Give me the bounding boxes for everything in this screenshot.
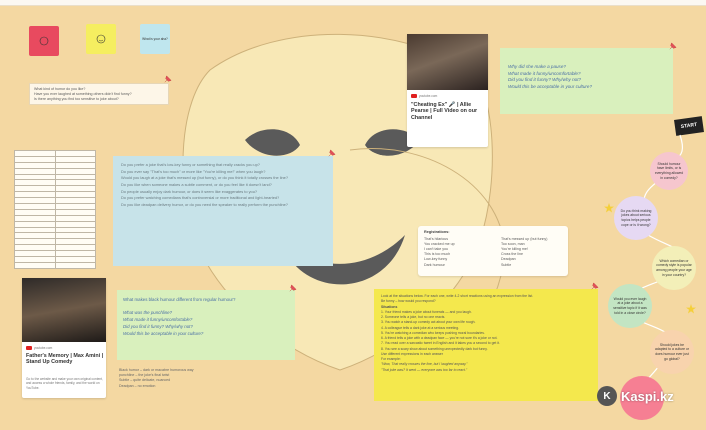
expression: Cross the line — [501, 252, 523, 257]
situation-item: 8. You see a scary show about something unexpectedly dark but funny. — [381, 346, 488, 351]
conversation-question: Do people usually enjoy dark humour, or does it seem like exaggerates to you? — [121, 188, 258, 194]
situation-item: 6. A friend tells a joke with a deadpan face — you're not sure it's a joke or not. — [381, 336, 498, 341]
example-line: "Wow, That really crosses the line, but I laughed anyway." — [381, 362, 468, 367]
definition: Black humor – dark or macabre humorous way — [119, 368, 194, 372]
pin-icon — [327, 149, 336, 158]
situation-item: 7. You read over a sarcastic tweet in English and it takes you a second to get it. — [381, 341, 500, 346]
youtube-icon — [411, 94, 417, 98]
kaspi-watermark — [597, 384, 697, 408]
top-toolbar — [0, 0, 706, 6]
conversation-questions-note[interactable] — [113, 156, 333, 266]
discussion-question: What made it funny/uncomfortable? — [123, 317, 193, 323]
sticker-blue[interactable] — [140, 24, 170, 54]
registrations-box[interactable] — [418, 226, 568, 276]
conversation-question: Do you like when someone makes a subtle comment, or do you feel like it doesn't land? — [121, 181, 272, 187]
sticker-label: What is your aha? — [142, 37, 168, 41]
expression: Subtle — [501, 262, 512, 267]
youtube-icon — [26, 346, 32, 350]
warmup-questions-note[interactable] — [29, 83, 169, 105]
expression: You cracked me up — [424, 241, 455, 246]
discussion-question: Did you find it funny? Why/why not? — [508, 77, 582, 83]
situation-item: 2. Someone tells a joke, but no one reacts. — [381, 315, 446, 320]
flow-question-1[interactable]: Should humour have limits, or is everything allowed in comedy? — [650, 152, 688, 190]
definition: punchline – the joke's final twist — [119, 373, 170, 378]
discussion-note-bottom[interactable] — [117, 290, 295, 360]
expression: Too soon, man — [501, 241, 525, 246]
expression: That's hilarious — [424, 236, 449, 241]
vocabulary-definitions — [119, 368, 289, 404]
expression: Low-key funny — [424, 257, 448, 262]
grid-cell — [55, 262, 96, 268]
task-subtitle: Be funny – how would you respond? — [381, 299, 436, 304]
registrations-heading: Registrations: — [424, 230, 450, 234]
vocabulary-grid[interactable] — [14, 150, 96, 269]
flow-question-3[interactable]: Which comedian or comedy style is popular among people your age in your country? — [652, 246, 696, 290]
video-card-bottom[interactable] — [22, 278, 106, 398]
chat-icon — [39, 36, 49, 46]
discussion-question: What made it funny/uncomfortable? — [508, 70, 581, 76]
discussion-question: Did you find it funny? Why/why not? — [123, 324, 193, 330]
discussion-question: Why did she make a pause? — [508, 64, 566, 69]
conversation-question: Do you prefer watching comedians that's controversial or more traditional and light-hearted? — [121, 195, 280, 201]
conversation-question: Do you prefer a joke that's low-key funny or something that really cracks you up? — [121, 162, 260, 167]
discussion-question: What was the punchline? — [123, 310, 173, 316]
black-humour-question: What makes black humour different from regular humour? — [123, 297, 236, 302]
pin-icon — [288, 284, 297, 293]
situation-item: 1. Your friend makes a joke about funerals — and you laugh. — [381, 309, 472, 314]
video-title[interactable]: Father's Memory | Max Amini | Stand Up Comedy — [26, 353, 104, 366]
situation-item: 5. You're watching a comedian who keeps pushing moral boundaries. — [381, 330, 485, 335]
flow-question-5[interactable]: Should jokes be adapted to a culture or does humour ever just go global? — [650, 330, 694, 374]
star-icon — [686, 304, 696, 314]
definition: Subtle – quite delicate, nuanced — [119, 378, 171, 383]
video-card-top[interactable] — [407, 34, 488, 147]
expression: Deadpan — [501, 257, 516, 262]
expression: Dark humour — [424, 262, 445, 267]
warmup-question: What kind of humor do you like? — [34, 87, 86, 91]
pin-icon — [590, 282, 599, 291]
grid-cell — [15, 262, 56, 268]
conversation-question: Do you like deadpan delivery humor, or do you need the speaker to really perform the punchline? — [121, 201, 288, 207]
example-line: "That joke was? It went — everyone was too far to react." — [381, 367, 468, 372]
situations-task-note[interactable] — [374, 289, 598, 401]
flow-question-2[interactable]: Do you think making jokes about serious topics helps people cope or is it wrong? — [614, 196, 658, 240]
definition: Deadpan – no emotion — [119, 383, 156, 388]
watermark-text: Kaspi.kz — [621, 388, 674, 404]
video-source: youtube.com — [34, 346, 53, 350]
video-thumbnail[interactable] — [22, 278, 106, 342]
expression: I can't take you — [424, 246, 449, 251]
example-label: For example: — [381, 357, 401, 362]
task-footer: Use different expressions in each answer — [381, 351, 443, 356]
pin-icon — [668, 42, 677, 51]
expression: You're killing me! — [501, 246, 528, 251]
conversation-question: Would you laugh at a joke that's messed up (but funny), or do you think it totally crosses the line? — [121, 175, 288, 181]
discussion-question: Would this be acceptable in your culture? — [508, 83, 593, 89]
star-icon — [604, 203, 614, 213]
situation-item: 3. You watch a stand-up comedy act about your own life rough. — [381, 320, 476, 325]
situations-heading: Situations — [381, 304, 398, 309]
video-title[interactable]: "Cheating Ex" 🎤 | Allie Pearse | Full Video on our Channel — [411, 102, 478, 121]
conversation-question: Do you ever say "That's too much" or more like "You're killing me!" when you laugh? — [121, 168, 266, 174]
discussion-question: Would this be acceptable in your culture? — [123, 331, 204, 337]
pin-icon — [163, 75, 172, 84]
smile-icon — [96, 34, 106, 44]
video-description: Go to the website and make your own original content, and access a whole friends, family, and the world on YouTube. — [26, 377, 103, 390]
expression: That's messed up (but funny) — [501, 236, 548, 241]
sticker-red[interactable] — [29, 26, 59, 56]
discussion-note-top[interactable] — [500, 48, 673, 114]
warmup-question: Is there anything you find too sensitive to joke about? — [34, 97, 119, 102]
start-sign: START — [674, 116, 704, 136]
video-source: youtube.com — [419, 94, 438, 98]
sticker-yellow[interactable] — [86, 24, 116, 54]
expression: This is too much — [424, 252, 451, 257]
task-intro: Look at the situations below. For each one, write 4-2 short reactions using an expression from the list. — [381, 294, 534, 298]
flow-question-4[interactable]: Would you ever laugh at a joke about a sensitive topic if it was told in a close circle? — [608, 284, 652, 328]
video-thumbnail[interactable] — [407, 34, 488, 90]
warmup-question: Have you ever laughed at something others didn't find funny? — [34, 92, 132, 97]
kaspi-logo-icon: K — [597, 386, 617, 406]
situation-item: 4. A colleague tells a dark joke at a serious meeting. — [381, 325, 460, 330]
